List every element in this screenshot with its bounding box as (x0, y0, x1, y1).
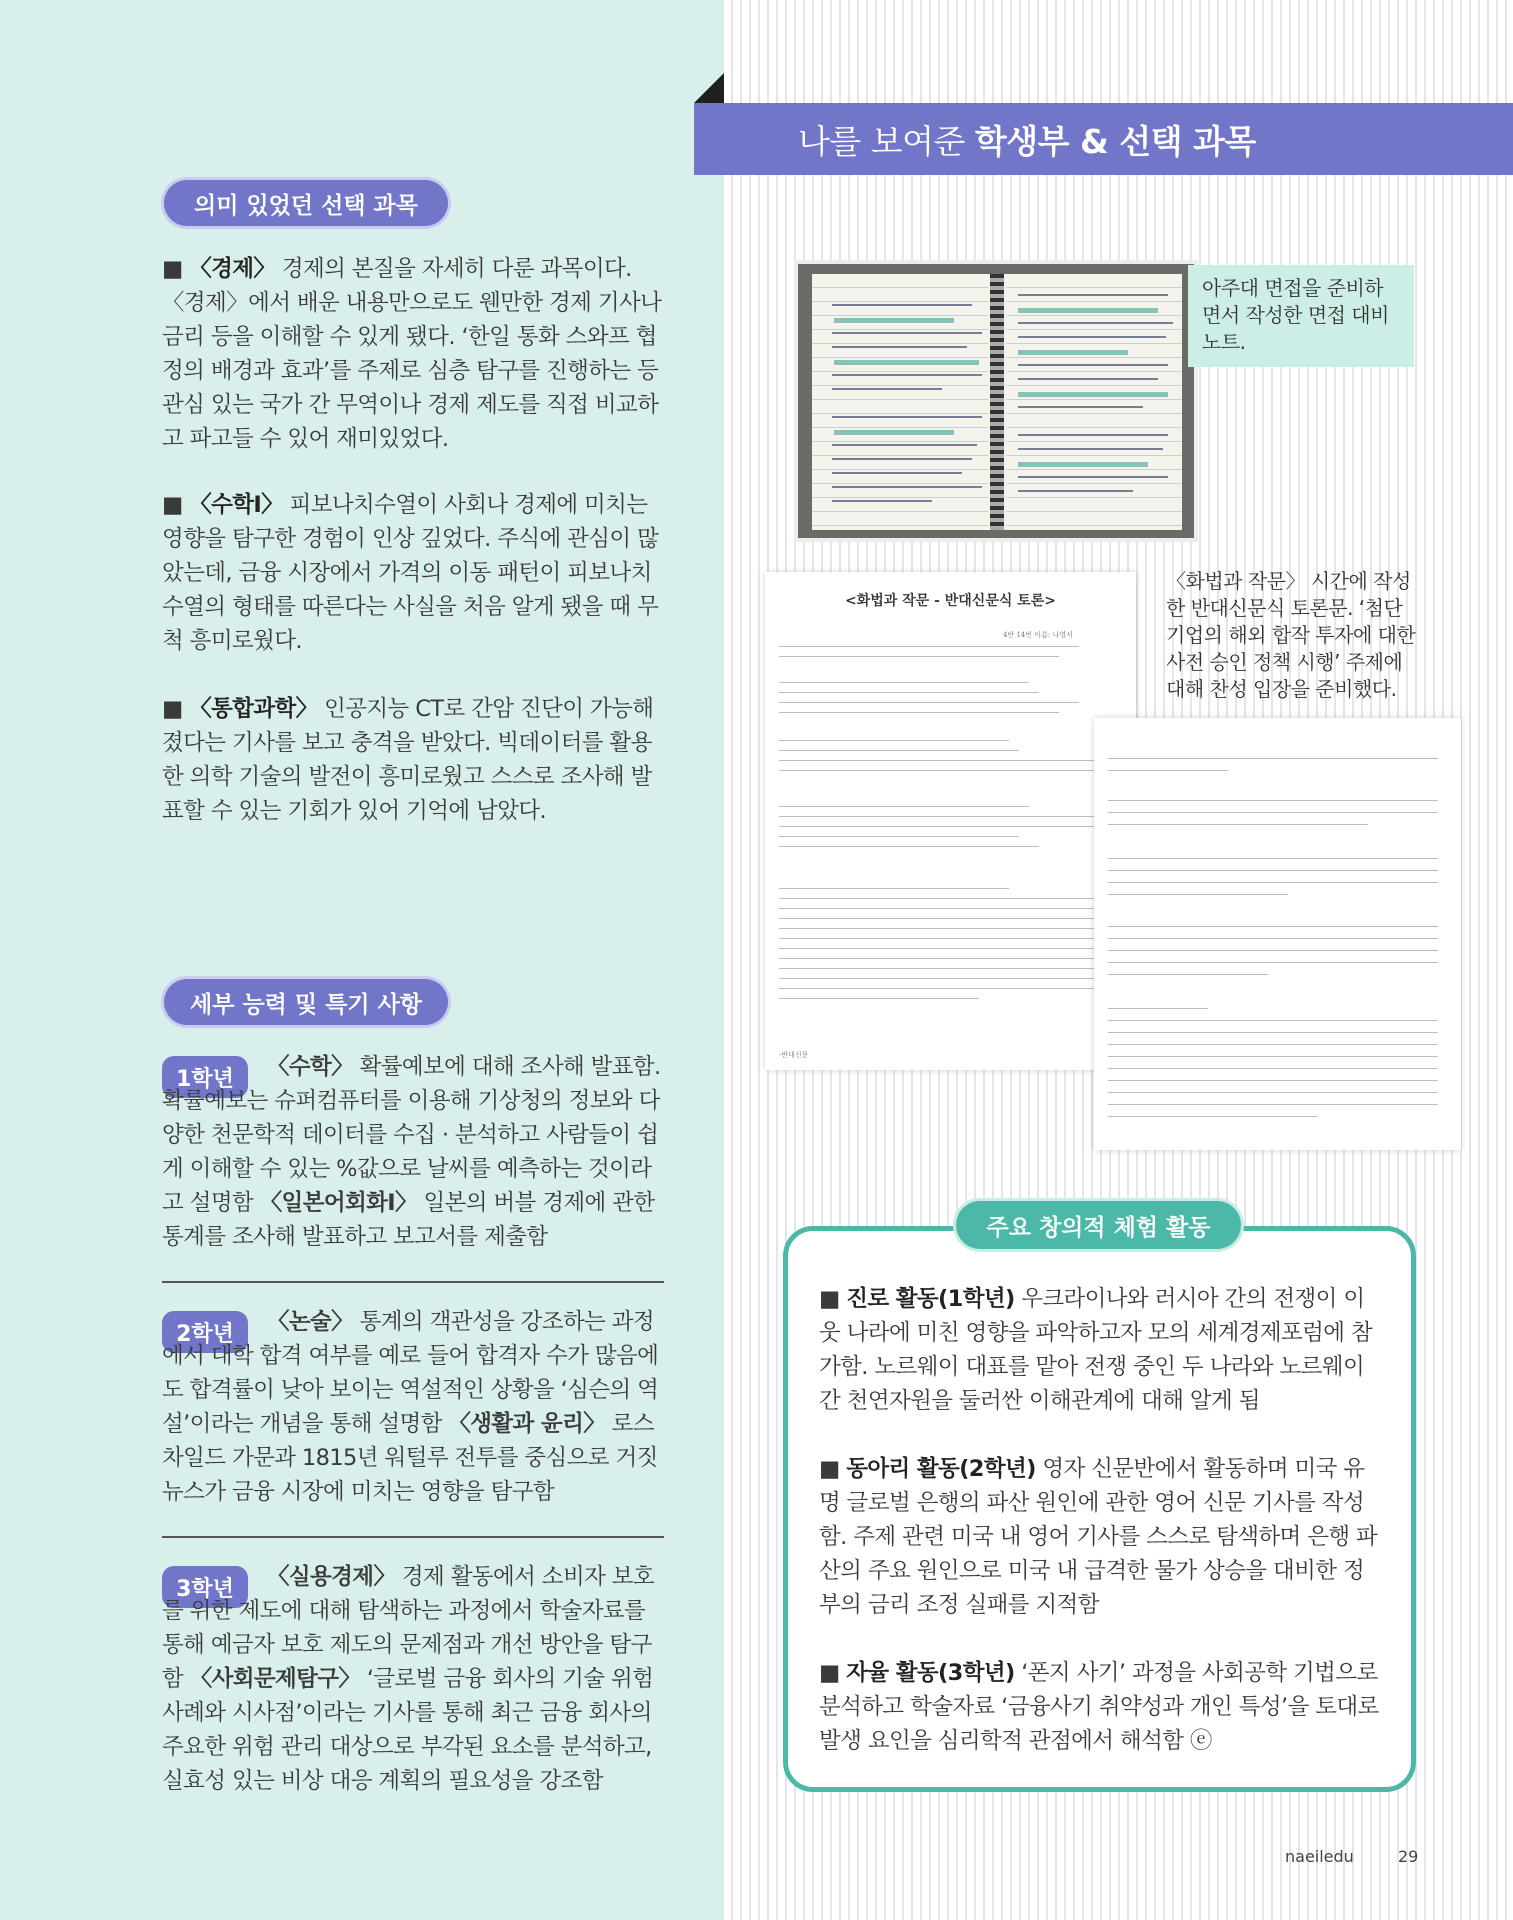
divider (162, 1281, 664, 1283)
grade-detail: 통계의 객관성을 강조하는 과정에서 대학 합격 여부를 예로 들어 합격자 수가 많음에도 합격률이 낮아 보이는 역설적인 상황을 ‘심슨의 역설’이라는 개념을 통해 설명함 (162, 1309, 659, 1437)
grade-badge-3: 3학년 (162, 1566, 248, 1608)
activity-club: ■ 동아리 활동(2학년) 영자 신문반에서 활동하며 미국 유명 글로벌 은행의 파산 원인에 관한 영어 신문 기사를 작성함. 주제 관련 미국 내 영어 기사를 스스로 탐색하며 은행 파산의 주요 원인으로 미국 내 급격한 물가 상승을 대비한 정부의 금리 조정 실패를 지적함 (819, 1456, 1378, 1618)
page-number: 29 (1398, 1847, 1419, 1866)
debate-document-page-1 (765, 572, 1136, 1070)
subject-name: 〈사회문제탐구〉 (189, 1666, 361, 1692)
activity-text: 영자 신문반에서 활동하며 미국 유명 글로벌 은행의 파산 원인에 관한 영어 신문 기사를 작성함. 주제 관련 미국 내 영어 기사를 스스로 탐색하며 은행 파산의 주요 원인으로 미국 내 급격한 물가 상승을 대비한 정부의 금리 조정 실패를 지적함 (819, 1456, 1378, 1618)
notebook-spiral (990, 274, 1004, 530)
activity-career: ■ 진로 활동(1학년) 우크라이나와 러시아 간의 전쟁이 이웃 나라에 미친 영향을 파악하고자 모의 세계경제포럼에 참가함. 노르웨이 대표를 맡아 전쟁 중인 두 나라와 노르웨이 간 천연자원을 둘러싼 이해관계에 대해 알게 됨 (819, 1286, 1373, 1414)
grade-badge-2: 2학년 (162, 1311, 248, 1353)
header-title-light: 나를 보여준 (798, 121, 965, 161)
subject-name: 〈경제〉 (189, 256, 276, 282)
interview-notebook-photo (794, 260, 1198, 542)
doc-caption: 〈화법과 작문〉 시간에 작성한 반대신문식 토론문. ‘첨단 기업의 해외 합작 투자에 대한 사전 승인 정책 시행’ 주제에 대해 찬성 입장을 준비했다. (1166, 569, 1416, 701)
subject-name: 〈생활과 윤리〉 (448, 1411, 606, 1437)
grade-detail: 로스차일드 가문과 1815년 워털루 전투를 중심으로 거짓 뉴스가 금융 시장에 미치는 영향을 탐구함 (162, 1411, 658, 1505)
activity-text: 우크라이나와 러시아 간의 전쟁이 이웃 나라에 미친 영향을 파악하고자 모의 세계경제포럼에 참가함. 노르웨이 대표를 맡아 전쟁 중인 두 나라와 노르웨이 간 천연자원을 둘러싼 이해관계에 대해 알게 됨 (819, 1286, 1373, 1414)
activity-autonomous: ■ 자율 활동(3학년) ‘폰지 사기’ 과정을 사회공학 기법으로 분석하고 학술자료 ‘금융사기 취약성과 개인 특성’을 토대로 발생 요인을 심리학적 관점에서 해석함 ⓔ (819, 1660, 1379, 1754)
header-title-bold: 학생부 & 선택 과목 (974, 121, 1256, 161)
subjects-label: 의미 있었던 선택 과목 (164, 180, 448, 226)
subject-paragraph-math: ■ 〈수학Ⅰ〉 피보나치수열이 사회나 경제에 미치는 영향을 탐구한 경험이 인상 깊었다. 주식에 관심이 많았는데, 금융 시장에서 가격의 이동 패턴이 피보나치수열의 형태를 따른다는 사실을 처음 알게 됐을 때 무척 흥미로웠다. (162, 492, 659, 654)
subject-name: 〈수학Ⅰ〉 (189, 492, 284, 518)
subject-name: 〈논술〉 (267, 1309, 354, 1335)
end-mark-icon: ⓔ (1189, 1728, 1212, 1754)
grade-detail: ‘글로벌 금융 회사의 기술 위험 사례와 시사점’이라는 기사를 통해 최근 금융 회사의 주요한 위험 관리 대상으로 부각된 요소를 분석하고, 실효성 있는 비상 대응 계획의 필요성을 강조함 (162, 1666, 654, 1794)
activity-text: ‘폰지 사기’ 과정을 사회공학 기법으로 분석하고 학술자료 ‘금융사기 취약성과 개인 특성’을 토대로 발생 요인을 심리학적 관점에서 해석함 (819, 1660, 1379, 1754)
subject-name: 〈일본어회화Ⅰ〉 (259, 1190, 417, 1216)
header-fold-corner (694, 73, 724, 103)
activities-label: 주요 창의적 체험 활동 (956, 1201, 1241, 1249)
notebook-image (812, 274, 1182, 530)
footer-brand: naeiledu (1285, 1847, 1354, 1866)
subject-paragraph-economics: ■ 〈경제〉 경제의 본질을 자세히 다룬 과목이다. 〈경제〉에서 배운 내용만으로도 웬만한 경제 기사나 금리 등을 이해할 수 있게 됐다. ‘한일 통화 스와프 협정의 배경과 효과’를 주제로 심층 탐구를 진행하는 등 관심 있는 국가 간 무역이나 경제 제도를 직접 비교하고 파고들 수 있어 재미있었다. (162, 256, 662, 452)
photo-caption: 아주대 면접을 준비하면서 작성한 면접 대비 노트. (1188, 265, 1414, 367)
section-header (694, 103, 1513, 175)
grade-detail: 확률예보에 대해 조사해 발표함. 확률예보는 슈퍼컴퓨터를 이용해 기상청의 정보와 다양한 천문학적 데이터를 수집 · 분석하고 사람들이 쉽게 이해할 수 있는 %값으로 날씨를 예측하는 것이라고 설명함 (162, 1054, 661, 1216)
activity-title: 진로 활동(1학년) (846, 1286, 1015, 1312)
divider (162, 1536, 664, 1538)
doc-title: <화법과 작문 - 반대신문식 토론> (844, 593, 1057, 609)
grade-text-1 (162, 1050, 667, 1254)
debate-document-page-2 (1094, 718, 1461, 1150)
grade-detail: 일본의 버블 경제에 관한 통계를 조사해 발표하고 보고서를 제출함 (162, 1190, 655, 1250)
doc-meta: 4반 14번 이름: 나영서 (1003, 631, 1073, 639)
activity-title: 동아리 활동(2학년) (846, 1456, 1036, 1482)
subject-name: 〈통합과학〉 (189, 696, 318, 722)
details-label: 세부 능력 및 특기 사항 (164, 979, 448, 1025)
subject-name: 〈수학〉 (267, 1054, 354, 1080)
subject-paragraph-science: ■ 〈통합과학〉 인공지능 CT로 간암 진단이 가능해졌다는 기사를 보고 충격을 받았다. 빅데이터를 활용한 의학 기술의 발전이 흥미로웠고 스스로 조사해 발표할 수 있는 기회가 있어 기억에 남았다. (162, 696, 654, 824)
subject-text: 인공지능 CT로 간암 진단이 가능해졌다는 기사를 보고 충격을 받았다. 빅데이터를 활용한 의학 기술의 발전이 흥미로웠고 스스로 조사해 발표할 수 있는 기회가 있어 기억에 남았다. (162, 696, 654, 824)
grade-badge-1: 1학년 (162, 1056, 248, 1098)
activity-title: 자율 활동(3학년) (846, 1660, 1015, 1686)
notebook-left-page (812, 274, 988, 530)
doc-footer: -반대신문 (779, 1051, 809, 1059)
subject-text: 피보나치수열이 사회나 경제에 미치는 영향을 탐구한 경험이 인상 깊었다. 주식에 관심이 많았는데, 금융 시장에서 가격의 이동 패턴이 피보나치수열의 형태를 따른다는 사실을 처음 알게 됐을 때 무척 흥미로웠다. (162, 492, 659, 654)
grade-text-3 (162, 1560, 667, 1798)
subject-name: 〈실용경제〉 (267, 1564, 396, 1590)
subject-text: 경제의 본질을 자세히 다룬 과목이다. 〈경제〉에서 배운 내용만으로도 웬만한 경제 기사나 금리 등을 이해할 수 있게 됐다. ‘한일 통화 스와프 협정의 배경과 효과’를 주제로 심층 탐구를 진행하는 등 관심 있는 국가 간 무역이나 경제 제도를 직접 비교하고 파고들 수 있어 재미있었다. (162, 256, 662, 452)
grade-text-2 (162, 1305, 667, 1509)
grade-detail: 경제 활동에서 소비자 보호를 위한 제도에 대해 탐색하는 과정에서 학술자료를 통해 예금자 보호 제도의 문제점과 개선 방안을 탐구함 (162, 1564, 655, 1692)
